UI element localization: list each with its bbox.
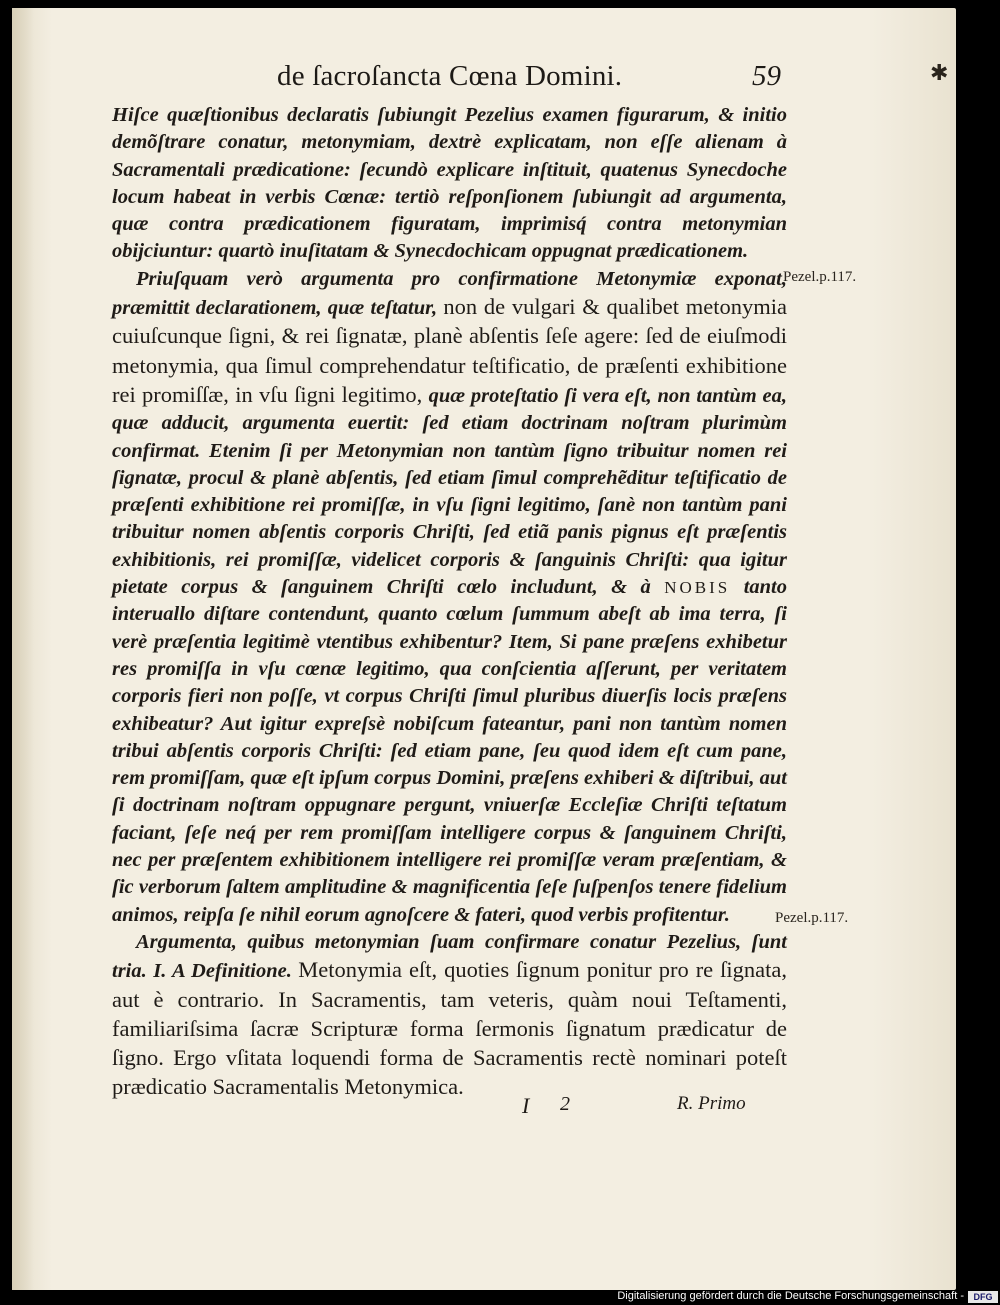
page-header [277,60,797,100]
text-run: quæ proteſtatio ſi vera eſt, non tantùm ea, quæ adducit, argumenta euertit: ſed etiam doctrinam noſtram plurimùm confirmat. Etenim ſi per Metonymian non tantùm ſigno tribuitur nomen rei ſignatæ, procul & planè abſentis, ſed etiam ſimul comprehẽditur teſtificatio de præſenti exhibitione rei promiſſæ, in vſu ſigni legitimo, ſanè non tantùm pani tribuitur nomen abſentis corporis Chriſti, ſed etiã panis pignus eſt præſentis exhibitionis, rei promiſſæ, videlicet corporis & ſanguinis Chriſti: qua igitur pietate corpus & ſanguinem Chriſti cœlo includunt, & à [112,384,788,599]
page-footer [12,1093,956,1123]
signature-number: 2 [560,1093,570,1115]
text-run: Hiſce quæſtionibus declaratis ſubiungit Pezelius examen figurarum, & initio demõſtrare conatur, metonymiam, dextrè explicatam, non eſſe alienam à Sacramentali prædicatione: ſecundò explicare inſtituit, quatenus Synecdoche locum habeat in verbis Cœnæ: tertiò reſponſionem ſubiungit ad argumenta, quæ contra prædicationem figuratam, imprimisq́ contra metonymian obijciuntur: quartò inuſitatam & Synecdochicam oppugnat prædicationem. [112,104,787,263]
text-run: Priuſquam verò argumenta pro confirmatione Metonymiæ exponat, præmittit declarationem, quæ teſtatur, [112,267,787,320]
text-run: non de vulgari & qualibet metonymia cuiuſcunque ſigni, & rei ſignatæ, planè abſentis ſeſe agere: ſed de eiuſmodi metonymia, qua ſimul comprehendatur teſtificatio, de præſenti exhibitione rei promiſſæ, in vſu ſigni legitimo, [112,294,787,407]
signature-letter: I [522,1093,530,1118]
catchword: R. Primo [677,1093,746,1114]
text-run: tanto interuallo diſtare contendunt, quanto cœlum ſummum abeſt ab ima terra, ſi verè præſentia legitimè vtentibus exhibentur? Item, Si pane præſens exhibetur res promiſſa in vſu cœnæ legitimo, qua conſcientia aſſerunt, per veritatem corporis fieri non poſſe, vt corpus Chriſti ſimul pluribus diuerſis locis præſens exhibeatur? Aut igitur expreſsè nobiſcum fateantur, pani non tantùm nomen tribui abſentis corporis Chriſti: ſed etiam pane, ſeu quod idem eſt cum pane, rem promiſſam, quæ eſt ipſum corpus Domini, præſens exhiberi & diſtribui, aut ſi doctrinam noſtram oppugnare pergunt, vniuerſæ Eccleſiæ Chriſti teſtatum faciant, ſeſe neq́ per rem promiſſam intelligere corpus & ſanguinem Chriſti, nec per præſentem exhibitionem intelligere rei promiſſæ veram præſentiam, & ſic verborum ſaltem amplitudine & magnificentia ſeſe ſuſpenſos tenere fidelium animos, reipſa ſe nihil eorum agnoſcere & fateri, quod verbis profitentur. [112,576,787,926]
text-run: Argumenta, quibus metonymian ſuam confirmare conatur Pezelius, ſunt tria. I. A Definitione. [112,930,787,983]
margin-note: Pezel.p.117. [775,910,849,926]
credit-bar [598,1290,1000,1305]
paragraph-2 [112,266,787,929]
book-page [12,8,956,1290]
text-run: Metonymia eſt, quoties ſignum ponitur pro re ſignata, aut è contrario. In Sacramentis, tam veteris, quàm noui Teſtamenti, familiariſsima ſacræ Scripturæ forma ſermonis ſignatum prædicatur de ſigno. Ergo vſitata loquendi forma de Sacramentis rectè nominari poteſt prædicatio Sacramentalis Metonymica. [112,957,787,1100]
dfg-logo: DFG [968,1291,998,1303]
text-run: NOBIS [664,578,731,598]
running-title: de ſacroſancta Cœna Domini. [277,60,623,92]
body-text [112,102,787,1103]
credit-text: Digitalisierung gefördert durch die Deutsche Forschungsgemeinschaft - [617,1290,964,1302]
paragraph-1 [112,102,787,266]
page-number: 59 [752,60,781,92]
corner-mark: ✱ [930,60,949,85]
margin-note: Pezel.p.117. [783,269,857,285]
paragraph-3 [112,929,787,1103]
